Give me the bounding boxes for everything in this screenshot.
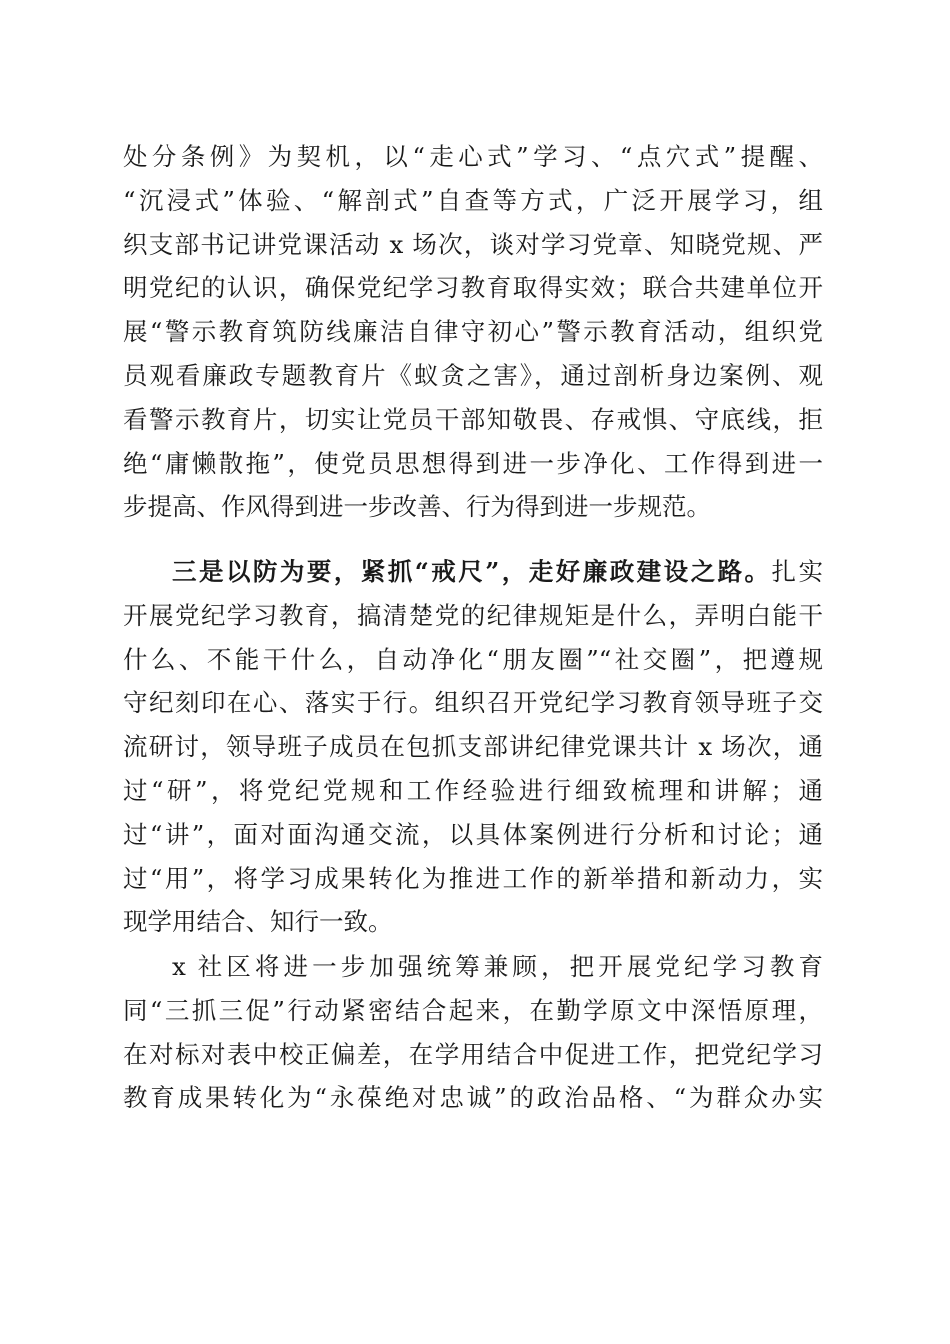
paragraph-2-first-line [123, 550, 823, 594]
paragraph-2-line: 守纪刻印在心、落实于行。组织召开党纪学习教育领导班子交 [123, 688, 823, 718]
paragraph-2-line: 开展党纪学习教育，搞清楚党的纪律规矩是什么，弄明白能干 [123, 600, 823, 630]
paragraph-2-line: 流研讨，领导班子成员在包抓支部讲纪律党课共计 x 场次，通 [123, 732, 823, 762]
paragraph-1-line: 处分条例》为契机，以“走心式”学习、“点穴式”提醒、 [123, 142, 823, 171]
paragraph-3-line: 教育成果转化为“永葆绝对忠诚”的政治品格、“为群众办实 [123, 1083, 823, 1113]
paragraph-1 [123, 135, 823, 529]
paragraph-1-line: “沉浸式”体验、“解剖式”自查等方式，广泛开展学习，组 [123, 185, 823, 215]
paragraph-2-line: 现学用结合、知行一致。 [123, 907, 393, 937]
paragraph-1-line: 织支部书记讲党课活动 x 场次，谈对学习党章、知晓党规、严 [123, 229, 823, 259]
paragraph-2-line: 什么、不能干什么，自动净化“朋友圈”“社交圈”，把遵规 [123, 644, 823, 674]
paragraph-2-first-rest: 扎实 [771, 557, 824, 586]
paragraph-3-line: 在对标对表中校正偏差，在学用结合中促进工作，把党纪学习 [123, 1039, 823, 1069]
paragraph-3 [123, 945, 823, 1120]
paragraph-2-line: 过“讲”，面对面沟通交流，以具体案例进行分析和讨论；通 [123, 819, 823, 849]
paragraph-2-lead: 三是以防为要，紧抓“戒尺”，走好廉政建设之路。 [172, 557, 772, 586]
paragraph-1-line: 明党纪的认识，确保党纪学习教育取得实效；联合共建单位开 [123, 273, 823, 303]
paragraph-1-line: 步提高、作风得到进一步改善、行为得到进一步规范。 [123, 492, 711, 522]
paragraph-2 [123, 550, 823, 944]
paragraph-1-line: 看警示教育片，切实让党员干部知敬畏、存戒惧、守底线，拒 [123, 404, 823, 434]
paragraph-2-line: 过“研”，将党纪党规和工作经验进行细致梳理和讲解；通 [123, 775, 823, 805]
paragraph-3-line: 同“三抓三促”行动紧密结合起来，在勤学原文中深悟原理， [123, 995, 823, 1025]
paragraph-1-line: 绝“庸懒散拖”，使党员思想得到进一步净化、工作得到进一 [123, 448, 823, 478]
paragraph-2-line: 过“用”，将学习成果转化为推进工作的新举措和新动力，实 [123, 863, 823, 893]
paragraph-1-line: 展“警示教育筑防线廉洁自律守初心”警示教育活动，组织党 [123, 317, 823, 347]
paragraph-3-line: x 社区将进一步加强统筹兼顾，把开展党纪学习教育 [172, 952, 823, 981]
paragraph-1-line: 员观看廉政专题教育片《蚁贪之害》，通过剖析身边案例、观 [123, 360, 823, 390]
